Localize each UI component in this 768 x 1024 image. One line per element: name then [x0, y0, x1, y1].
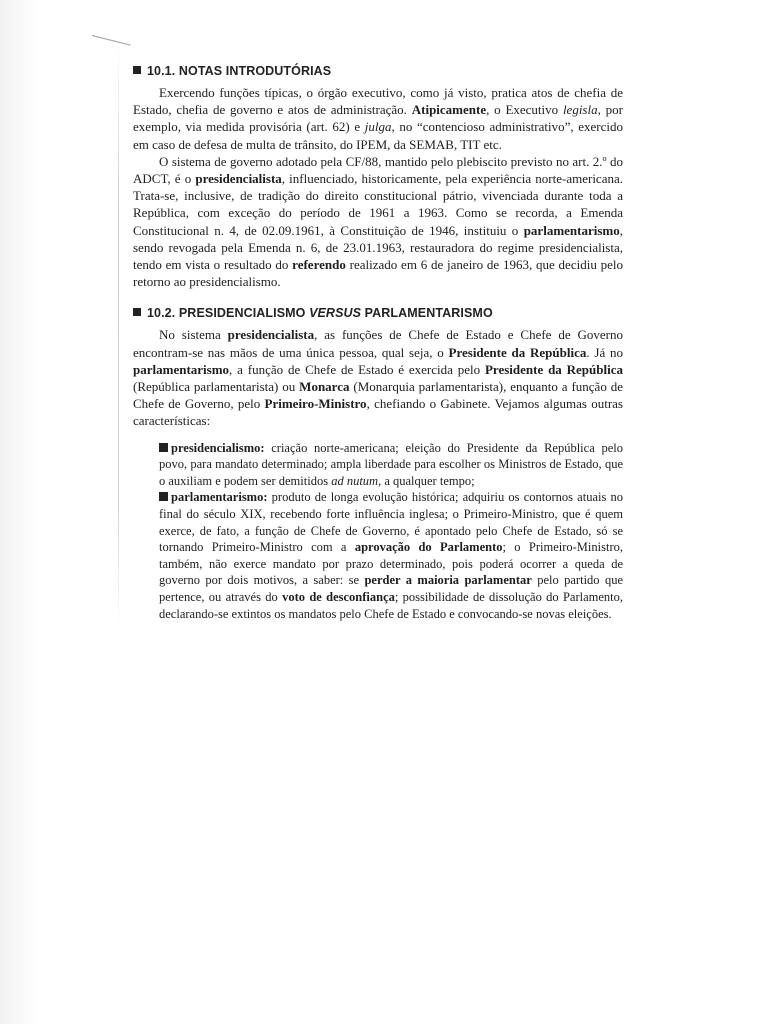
bold-term: presidencialismo: — [171, 440, 265, 455]
text-run: produto de longa evolução histórica; adquiriu os contornos atuais no final do século XIX, recebendo forte influência inglesa; o Primeiro-Ministro, que é quem exerce, de fato, a função de Chefe de Governo, é apontado pelo Chefe de Estado, só se tornando Primeiro-Ministro com a — [159, 490, 623, 555]
bold-term: presidencialista — [195, 171, 282, 187]
text-run: , o Executivo — [486, 102, 563, 118]
bold-term: presidencialista — [227, 327, 315, 343]
text-run: , no “contencioso administrativo”, exercido em caso de defesa de multa de trânsito, do IPEM, da SEMAB, TIT etc. — [133, 119, 624, 152]
text-run: criação norte-americana; eleição do Presidente da República pelo povo, para mandato determinado; ampla liberdade para escolher os Ministros de Estado, que o auxiliam e podem ser demitidos — [159, 440, 623, 488]
paragraph-sistema-de-governo — [133, 153, 623, 291]
document-body — [133, 64, 623, 622]
italic-term: julga — [364, 119, 392, 135]
section-heading-presidencialismo-versus-parlamentarismo — [133, 306, 623, 320]
text-run: , sendo revogada pela Emenda n. 6, de 23.01.1963, restauradora do regime presidencialista, tendo em vista o resultado do — [133, 222, 623, 273]
section-heading-text: PARLAMENTARISMO — [361, 306, 493, 321]
text-run: (República parlamentarista) ou — [133, 379, 300, 395]
bold-term: Monarca — [299, 379, 350, 395]
italic-term: ad nutum — [331, 473, 379, 488]
text-run: , por exemplo, via medida provisória (art. 62) e — [133, 102, 623, 135]
bold-term: Atipicamente — [411, 102, 487, 118]
square-bullet-icon — [159, 443, 168, 452]
section-heading-text: 10.2. PRESIDENCIALISMO — [147, 306, 310, 321]
text-run: ; o Primeiro-Ministro, também, não exerce mandato por prazo determinado, pois poderá ocorrer a queda de governo por dois motivos, a saber: se — [159, 540, 623, 588]
bold-term: parlamentarismo — [523, 222, 620, 238]
text-run: , a qualquer tempo; — [378, 473, 475, 488]
text-run: No sistema — [159, 327, 228, 343]
bold-term: Presidente da República — [484, 361, 623, 377]
text-run: pelo partido que pertence, ou através do — [159, 573, 623, 604]
paragraph-chefe-estado-governo — [133, 326, 623, 429]
text-run: , a função de Chefe de Estado é exercida pelo — [229, 361, 485, 377]
bold-term: Presidente da República — [448, 344, 587, 360]
square-bullet-icon — [159, 492, 168, 501]
characteristics-list — [133, 440, 623, 623]
bold-term: referendo — [292, 257, 346, 273]
section-heading-italic: VERSUS — [309, 306, 362, 321]
bold-term: aprovação do Parlamento — [354, 540, 503, 555]
text-run: realizado em 6 de janeiro de 1963, que decidiu pelo retorno ao presidencialismo. — [133, 257, 623, 290]
bold-term: parlamentarismo — [133, 361, 230, 377]
section-heading-notas-introdutorias — [133, 64, 623, 78]
section-heading-text: 10.1. NOTAS INTRODUTÓRIAS — [147, 64, 332, 78]
bold-term: Primeiro-Ministro — [264, 396, 367, 412]
list-item-parlamentarismo — [159, 489, 623, 622]
text-run: O sistema de governo adotado pela CF/88, mantido pelo plebiscito previsto no art. 2.º do ADCT, é o — [133, 153, 623, 187]
text-run: Exercendo funções típicas, o órgão executivo, como já visto, pratica atos de chefia de Estado, chefia de governo e atos de administração. — [133, 85, 623, 118]
text-run: ; possibilidade de dissolução do Parlamento, declarando-se extintos os mandatos pelo Chefe de Estado e convocando-se novas eleições. — [159, 590, 624, 621]
text-run: , chefiando o Gabinete. Vejamos algumas outras características: — [133, 396, 623, 429]
bold-term: perder a maioria parlamentar — [364, 573, 532, 588]
text-run: (Monarquia parlamentarista), enquanto a função de Chefe de Governo, pelo — [133, 379, 623, 412]
paragraph-funcoes-executivo — [133, 84, 623, 153]
text-run: , as funções de Chefe de Estado e Chefe de Governo encontram-se nas mãos de uma única pessoa, qual seja, o — [133, 327, 623, 360]
square-bullet-icon — [133, 308, 141, 316]
text-run: , influenciado, historicamente, pela experiência norte-americana. Trata-se, inclusive, de tradição do direito constitucional pátrio, vivenciada durante toda a República, com exceção do período de 1961 a 1963. Como se recorda, a Emenda Constitucional n. 4, de 02.09.1961, à Constituição de 1946, instituiu o — [133, 171, 623, 238]
square-bullet-icon — [133, 66, 141, 74]
text-run: . Já no — [586, 344, 623, 360]
bold-term: voto de desconfiança — [282, 590, 395, 604]
page-edge-shadow — [118, 40, 119, 630]
italic-term: legisla — [562, 102, 598, 118]
list-item-presidencialismo — [159, 440, 623, 490]
bold-term: parlamentarismo: — [171, 490, 268, 505]
